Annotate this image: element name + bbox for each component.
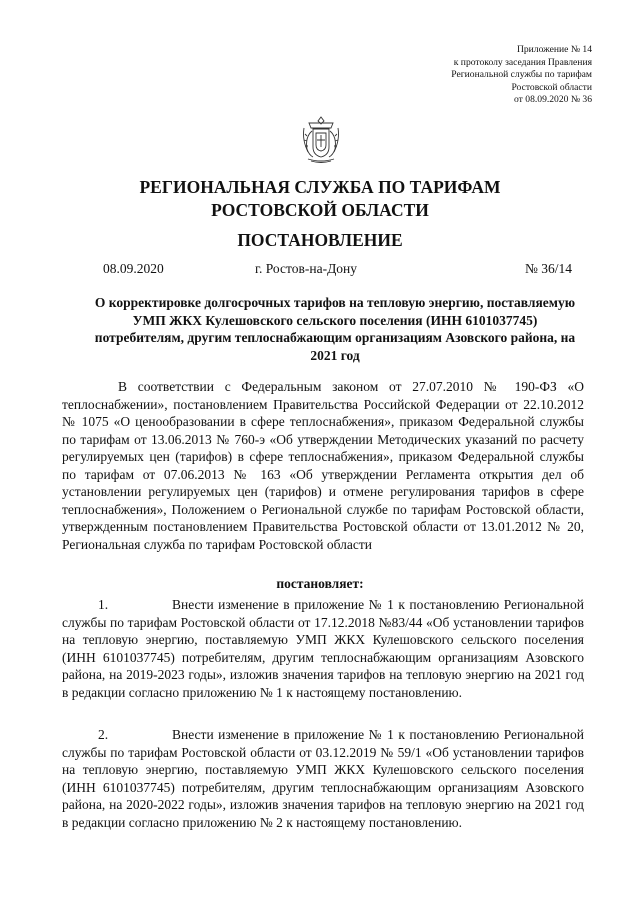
item-text: Внести изменение в приложение № 1 к постановлению Региональной службы по тарифам Ростовской области от 03.12.2019 № 59/1 «Об установлении тарифов на тепловую энергию, поставляемую УМП ЖКХ Кулешовского сельского поселения (ИНН 6101037745) потребителям, другим теплоснабжающим организациям Азовского района, на 2020-2022 годы», изложив значения тарифов на тепловую энергию на 2021 год в редакции согласно приложению № 2 к настоящему постановлению.: [62, 727, 584, 830]
appendix-line: Приложение № 14: [516, 44, 592, 55]
document-type-heading: ПОСТАНОВЛЕНИЕ: [237, 230, 403, 250]
appendix-line: к протоколу заседания Правления: [453, 56, 592, 68]
document-subject: О корректировке долгосрочных тарифов на тепловую энергию, поставляемую УМП ЖКХ Кулешовского сельского поселения (ИНН 6101037745) потребителям, другим теплоснабжающим организациям Азовского района, на 2021 год: [94, 295, 576, 363]
document-date: 08.09.2020: [103, 261, 164, 276]
resolves-heading: постановляет:: [276, 576, 364, 591]
item-number: 2.: [98, 727, 109, 742]
document-city: г. Ростов-на-Дону: [255, 261, 358, 276]
item-number: 1.: [98, 597, 109, 612]
document-number: № 36/14: [524, 261, 572, 276]
appendix-line: от 08.09.2020 № 36: [514, 94, 592, 106]
appendix-line: Региональной службы по тарифам: [451, 69, 592, 81]
org-title-line1: РЕГИОНАЛЬНАЯ СЛУЖБА ПО ТАРИФАМ: [139, 177, 501, 197]
preamble-paragraph: В соответствии с Федеральным законом от 27.07.2010 № 190-ФЗ «О теплоснабжении», постановлением Правительства Российской Федерации от 22.10.2012 № 1075 «О ценообразовании в сфере теплоснабжения», приказом Федеральной службы по тарифам от 13.06.2013 № 760-э «Об утверждении Методических указаний по расчету регулируемых цен (тарифов) в сфере теплоснабжения», приказом Федеральной службы по тарифам от 07.06.2013 № 163 «Об утверждении Регламента открытия дел об установлении регулируемых цен (тарифов) и отмене регулирования тарифов в сфере теплоснабжения», Положением о Региональной службе по тарифам Ростовской области, утвержденным постановлением Правительства Ростовской области от 13.01.2012 № 20, Региональная служба по тарифам Ростовской области: [62, 379, 584, 552]
date-line: [103, 261, 572, 279]
resolution-item: [62, 596, 584, 701]
appendix-line: Ростовской области: [511, 81, 592, 93]
coat-of-arms-icon: [299, 114, 343, 164]
item-text: Внести изменение в приложение № 1 к постановлению Региональной службы по тарифам Ростовской области от 17.12.2018 №83/44 «Об установлении тарифов на тепловую энергию, поставляемую УМП ЖКХ Кулешовского сельского поселения (ИНН 6101037745) потребителям, другим теплоснабжающим организациям Азовского района, на 2019-2023 годы», изложив значения тарифов на тепловую энергию на 2021 год в редакции согласно приложению № 1 к настоящему постановлению.: [62, 597, 584, 700]
org-title-line2: РОСТОВСКОЙ ОБЛАСТИ: [211, 200, 429, 220]
appendix-note: [451, 44, 592, 107]
resolution-item: [62, 726, 584, 831]
